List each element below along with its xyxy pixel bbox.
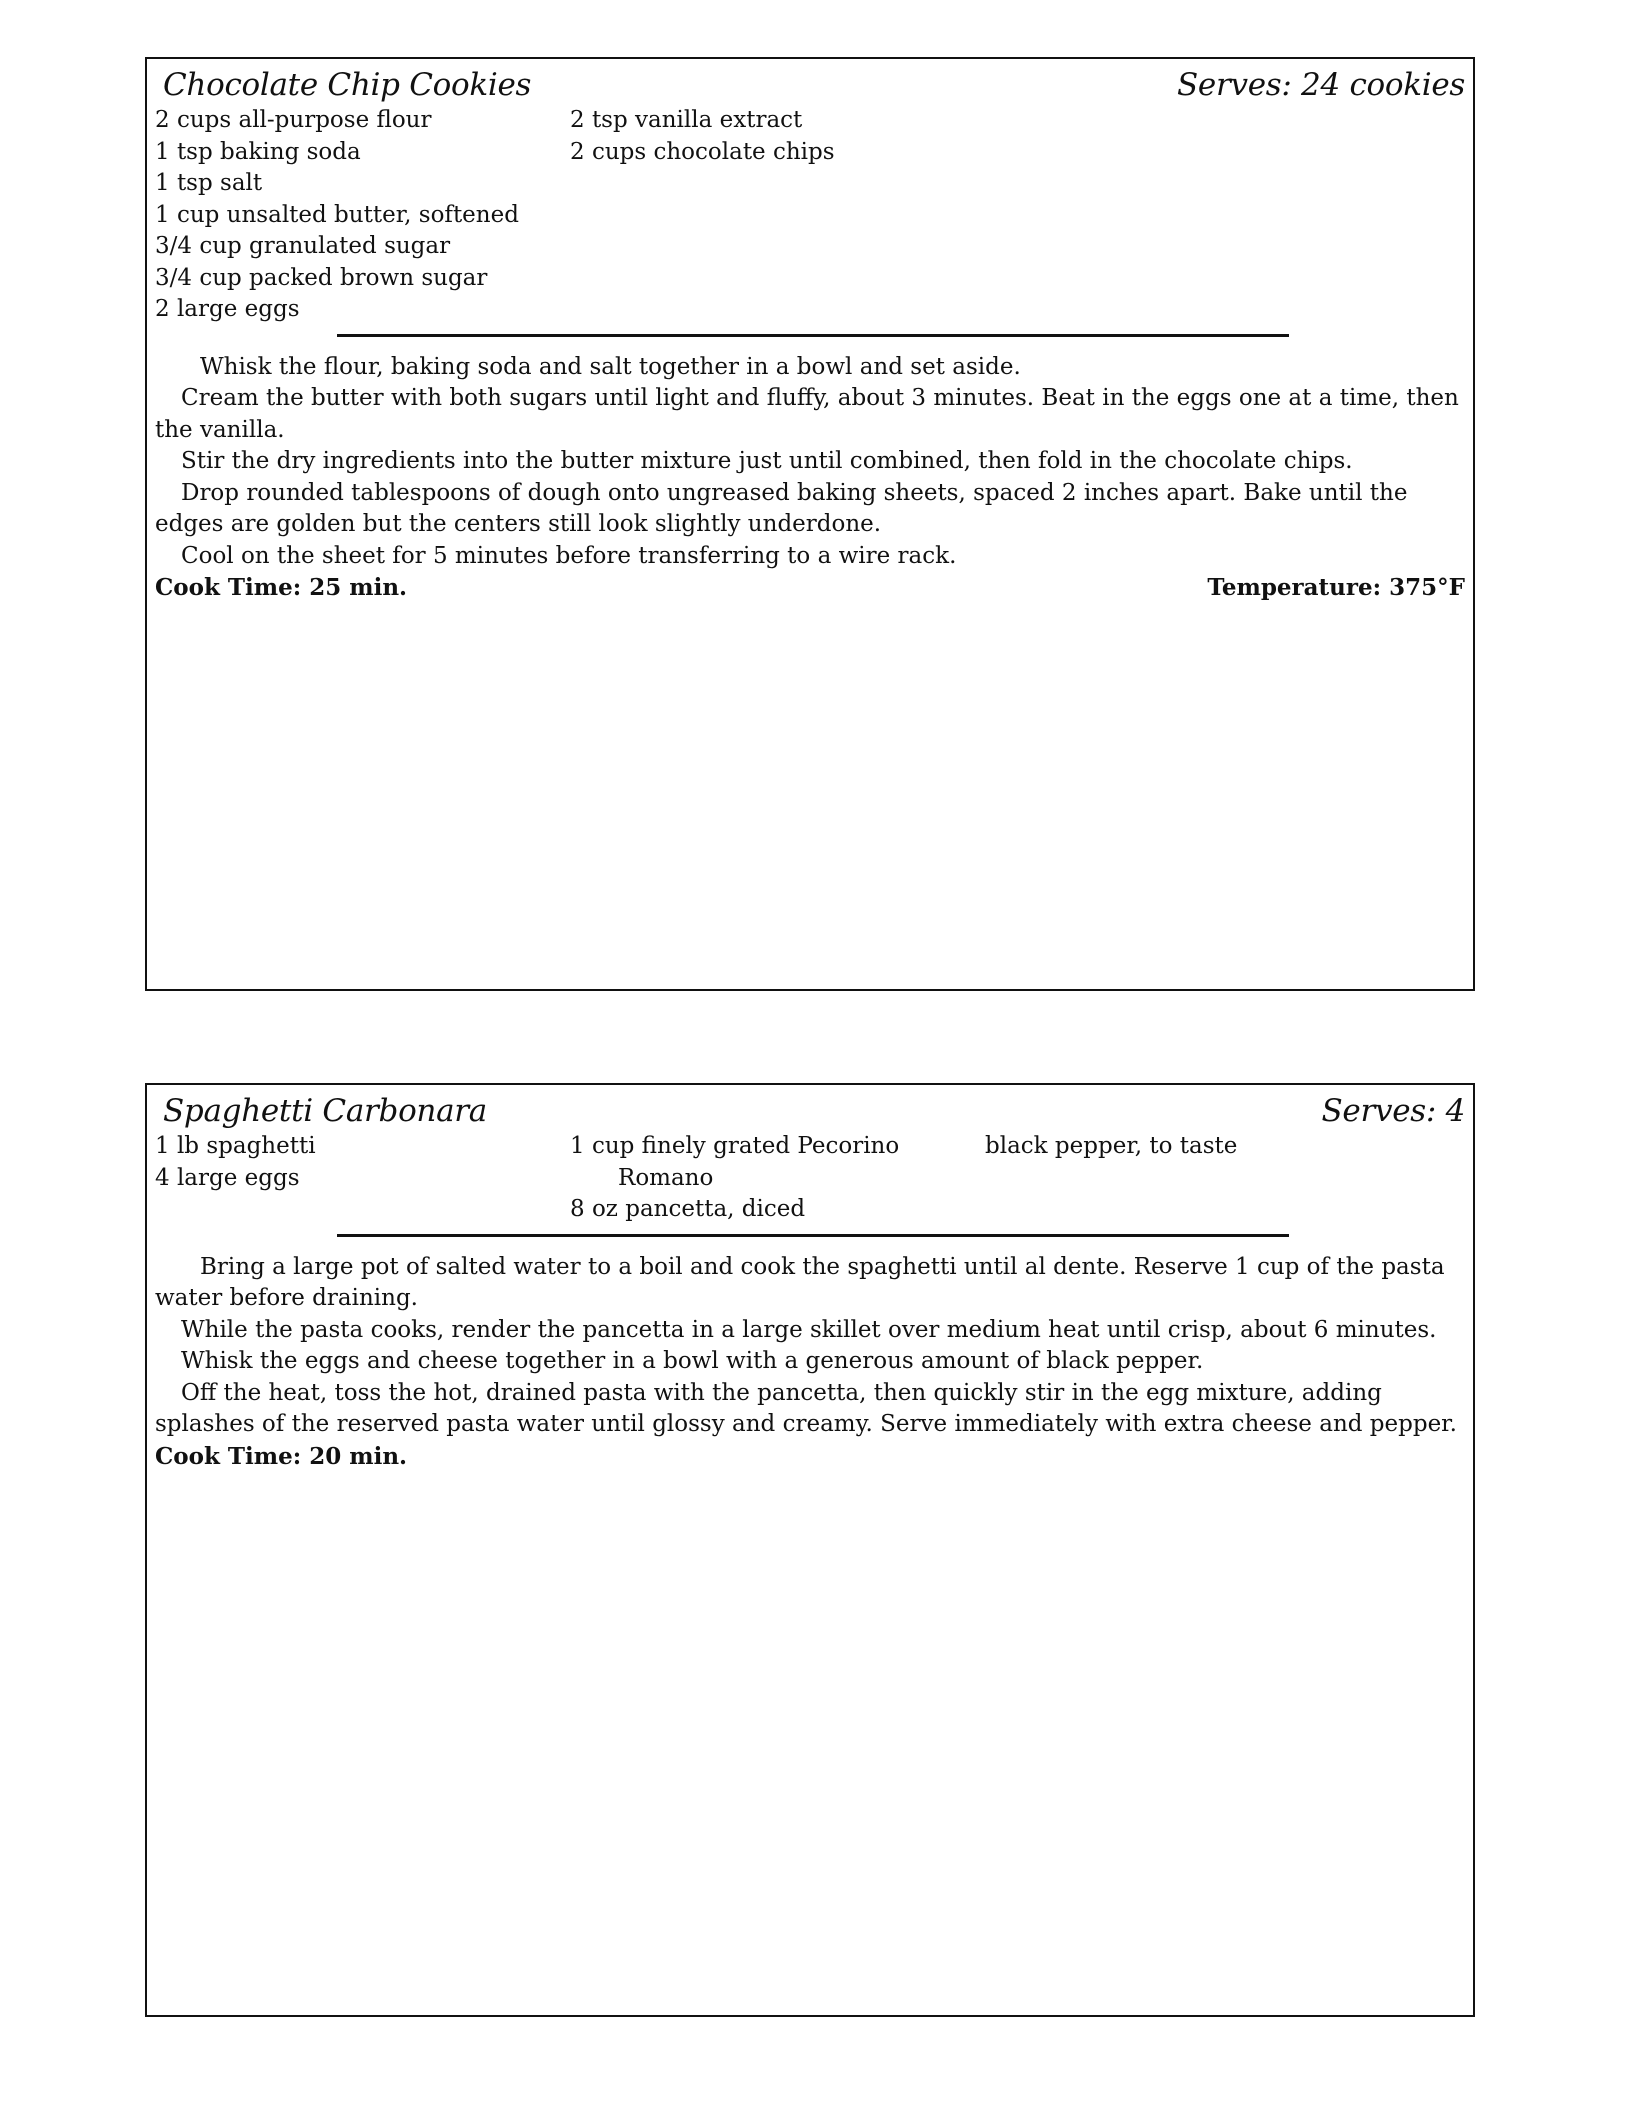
recipe-step: While the pasta cooks, render the pancetta in a large skillet over medium heat until crisp, about 6 minutes.	[181, 1316, 1437, 1343]
recipe-step: Off the heat, toss the hot, drained pasta with the pancetta, then quickly stir in the egg mixture, adding splashes of the reserved pasta water until glossy and creamy. Serve immediately with extra cheese and pepper.	[155, 1379, 1457, 1437]
ingredient-column	[985, 1131, 1400, 1226]
recipe-card	[145, 57, 1475, 991]
divider-rule	[337, 334, 1289, 337]
cook-time: Cook Time: 25 min.	[155, 574, 408, 601]
recipe-step: Cool on the sheet for 5 minutes before transferring to a wire rack.	[181, 542, 957, 569]
recipe-title: Spaghetti Carbonara	[163, 1093, 487, 1129]
temperature: Temperature: 375°F	[1207, 574, 1465, 601]
ingredient: 1 tsp baking soda	[155, 138, 361, 165]
ingredient: 1 lb spaghetti	[155, 1133, 316, 1159]
ingredient: 2 tsp vanilla extract	[570, 107, 803, 133]
recipe-serves: Serves: 4	[1321, 1093, 1465, 1129]
ingredient: 2 large eggs	[155, 296, 300, 322]
cook-time: Cook Time: 20 min.	[155, 1442, 408, 1470]
recipe-step: Whisk the eggs and cheese together in a bowl with a generous amount of black pepper.	[181, 1348, 1204, 1374]
recipe-steps	[155, 352, 1465, 573]
recipe-card	[145, 1083, 1475, 2017]
recipe-step: Stir the dry ingredients into the butter mixture just until combined, then fold in the chocolate chips.	[181, 448, 1353, 474]
ingredient-column	[985, 105, 1400, 326]
ingredient: 2 cups chocolate chips	[570, 138, 835, 165]
recipe-step: Whisk the flour, baking soda and salt together in a bowl and set aside.	[200, 353, 1021, 380]
recipe-title: Chocolate Chip Cookies	[163, 67, 532, 103]
recipe-header	[155, 65, 1465, 105]
ingredient-list	[155, 105, 1465, 326]
ingredient: 8 oz pancetta, diced	[570, 1196, 806, 1222]
recipe-step: Bring a large pot of salted water to a boil and cook the spaghetti until al dente. Reserve 1 cup of the pasta water before draining.	[155, 1253, 1445, 1311]
ingredient: 2 cups all-purpose flour	[155, 107, 432, 133]
ingredient-column	[155, 105, 570, 326]
ingredient-list	[155, 1131, 1465, 1226]
recipe-step: Drop rounded tablespoons of dough onto ungreased baking sheets, spaced 2 inches apart. Bake until the edges are golden but the centers still look slightly underdone.	[155, 479, 1408, 537]
ingredient: 1 tsp salt	[155, 170, 263, 196]
recipe-header	[155, 1091, 1465, 1131]
recipe-step: Cream the butter with both sugars until light and fluffy, about 3 minutes. Beat in the eggs one at a time, then the vanilla.	[155, 385, 1459, 443]
ingredient: 1 cup finely grated Pecorino Romano	[570, 1133, 900, 1191]
ingredient: 3/4 cup packed brown sugar	[155, 264, 488, 291]
ingredient: 4 large eggs	[155, 1164, 300, 1191]
ingredient-column	[155, 1131, 570, 1226]
recipe-serves: Serves: 24 cookies	[1176, 67, 1465, 103]
recipe-steps	[155, 1252, 1465, 1441]
recipe-footer	[155, 1441, 1465, 1473]
ingredient-column	[570, 105, 985, 326]
ingredient: black pepper, to taste	[985, 1133, 1238, 1159]
ingredient-column	[570, 1131, 985, 1226]
divider-rule	[337, 1234, 1289, 1237]
recipe-footer	[155, 572, 1465, 604]
ingredient: 1 cup unsalted butter, softened	[155, 201, 519, 228]
ingredient: 3/4 cup granulated sugar	[155, 233, 451, 259]
